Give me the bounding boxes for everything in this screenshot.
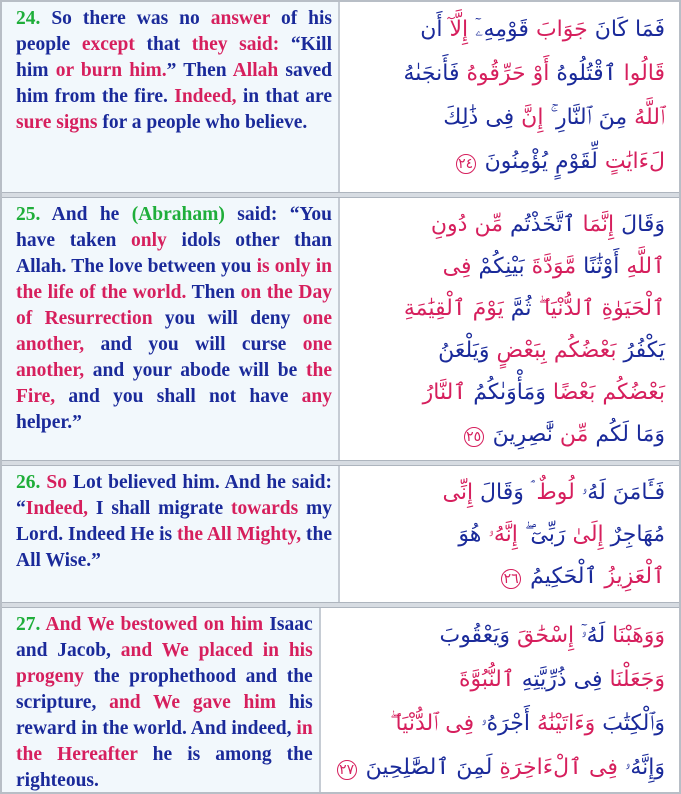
english-segment: for a people who believe. <box>97 112 308 133</box>
arabic-segment: قَالُوا <box>623 61 665 86</box>
arabic-segment: يَكْفُرُ <box>616 338 665 363</box>
english-segment: my Lord. Indeed He is <box>16 498 333 545</box>
english-translation-24 <box>2 2 340 192</box>
arabic-segment: أَجْرَهُۥ <box>474 711 537 736</box>
arabic-segment: وَءَاتَيْنَٰهُ <box>536 711 596 736</box>
english-segment: saved him from the fire. <box>16 60 332 107</box>
arabic-segment: قَوْمِهِۦٓ <box>468 17 536 42</box>
english-segment: the All Wise.” <box>16 524 333 571</box>
english-text <box>16 8 332 133</box>
arabic-line <box>354 204 665 246</box>
arabic-segment: فِى ٱلْءَاخِرَةِ <box>499 755 618 780</box>
arabic-segment: أَوْثَٰنًا <box>576 254 627 279</box>
english-segment: the prophethood <box>93 666 237 687</box>
arabic-segment: ٱتَّخَذْتُم <box>502 212 583 237</box>
arabic-segment: ٱللَّهُ <box>634 105 665 130</box>
verse-row-27 <box>2 608 679 792</box>
english-segment: Indeed, <box>174 86 237 107</box>
arabic-segment: إِنِّى <box>442 480 474 505</box>
arabic-line <box>354 330 665 372</box>
english-segment: they said: <box>191 34 280 55</box>
english-segment: the Fire, <box>16 360 332 407</box>
arabic-segment: وَقَالَ <box>614 212 665 237</box>
ayah-number-marker: ٢٥ <box>464 427 484 447</box>
english-segment: So <box>40 472 73 493</box>
english-segment: And We bestowed on him <box>40 614 270 635</box>
arabic-segment: وَمَا لَكُم <box>588 422 665 447</box>
arabic-segment: فِى ذُرِّيَّتِهِ <box>514 667 610 692</box>
english-segment: except <box>81 34 135 55</box>
english-text <box>16 204 332 433</box>
arabic-segment: أَوْ حَرِّقُوهُ <box>466 61 550 86</box>
english-segment: idols other than Allah. The love between you <box>16 230 332 277</box>
english-segment: said: “You have taken <box>16 204 332 251</box>
english-text <box>16 472 332 571</box>
arabic-segment: مِنَ ٱلنَّارِ ۚ <box>543 105 635 130</box>
english-segment: towards <box>231 498 299 519</box>
arabic-segment: ٱلْحَكِيمُ <box>523 564 605 589</box>
arabic-text-25 <box>340 198 679 460</box>
arabic-segment: ٱلنَّارُ <box>422 380 467 405</box>
arabic-line <box>354 372 665 414</box>
arabic-segment: رَبِّىٓ ۖ <box>517 522 573 547</box>
arabic-segment: وَمَأْوَىٰكُمُ <box>466 380 553 405</box>
english-segment: and We gave him <box>109 692 277 713</box>
arabic-segment: وَٱلْكِتَٰبَ <box>595 711 665 736</box>
english-segment: that <box>134 34 192 55</box>
arabic-line <box>354 514 665 556</box>
english-segment: and you shall not have <box>55 386 302 407</box>
arabic-line <box>354 140 665 184</box>
arabic-segment: مُهَاجِرٌ <box>603 522 665 547</box>
arabic-segment: ٱقْتُلُوهُ <box>549 61 624 86</box>
verse-number: 27. <box>16 614 41 635</box>
arabic-segment: ٱلْحَيَوٰةِ ٱلدُّنْيَا ۖ <box>538 296 665 321</box>
verse-row-24 <box>2 2 679 192</box>
arabic-segment: إِنَّمَا <box>582 212 615 237</box>
english-segment: helper.” <box>16 412 82 433</box>
arabic-segment: فِى ذَٰلِكَ <box>443 105 522 130</box>
arabic-segment: مِّن دُونِ <box>430 212 503 237</box>
verse-number: 25. <box>16 204 41 225</box>
arabic-line <box>335 658 665 702</box>
english-segment: and you will curse <box>84 334 303 355</box>
english-segment: of his people <box>16 8 332 55</box>
arabic-segment: وَيَعْقُوبَ <box>439 623 518 648</box>
english-translation-27 <box>2 608 321 792</box>
english-segment: I shall migrate <box>88 498 231 519</box>
arabic-segment: بَيْنِكُمْ <box>471 254 532 279</box>
english-segment: one another, <box>16 334 332 381</box>
arabic-line <box>335 614 665 658</box>
ayah-number-marker: ٢٧ <box>337 760 357 780</box>
english-segment: in the Hereafter <box>16 718 313 765</box>
english-translation-26 <box>2 466 340 602</box>
english-segment: Allah <box>232 60 279 81</box>
arabic-segment: ٱللَّهِ <box>626 254 665 279</box>
arabic-segment: مِّن <box>559 422 589 447</box>
arabic-segment: فِى <box>442 254 472 279</box>
arabic-segment: ٱلْعَزِيزُ <box>604 564 665 589</box>
verse-row-25 <box>2 198 679 460</box>
arabic-segment: مَّوَدَّةَ <box>531 254 577 279</box>
arabic-segment: إِنَّ <box>521 105 544 130</box>
english-segment: Then <box>186 282 241 303</box>
english-segment: And he <box>40 204 132 225</box>
arabic-segment: وَوَهَبْنَا <box>612 623 665 648</box>
arabic-segment: إِلَّآ <box>449 17 469 42</box>
ayah-number-marker: ٢٤ <box>456 154 476 174</box>
english-segment: and the scripture, <box>16 666 313 713</box>
arabic-segment: لَهُۥٓ <box>574 623 613 648</box>
english-segment: and your abode will be <box>84 360 306 381</box>
arabic-segment: أَن <box>420 17 450 42</box>
english-segment: or burn him. <box>55 60 167 81</box>
verse-number: 24. <box>16 8 41 29</box>
verse-row-26 <box>2 466 679 602</box>
arabic-line <box>354 246 665 288</box>
english-segment: any <box>301 386 332 407</box>
arabic-text-26 <box>340 466 679 602</box>
english-segment: his reward in the world. And indeed, <box>16 692 313 739</box>
arabic-line <box>354 96 665 140</box>
arabic-segment: نَّٰصِرِينَ <box>485 422 560 447</box>
arabic-segment: فَمَا كَانَ <box>587 17 665 42</box>
arabic-segment: فِى ٱلدُّنْيَا ۖ <box>389 711 475 736</box>
arabic-line <box>354 8 665 52</box>
arabic-line <box>335 746 665 790</box>
arabic-text-27 <box>321 608 679 792</box>
arabic-segment: ٱلنُّبُوَّةَ <box>458 667 515 692</box>
english-segment: he is among the righteous. <box>16 744 313 791</box>
arabic-line <box>335 702 665 746</box>
english-text <box>16 614 313 791</box>
arabic-segment: بَعْضُكُم بَعْضًا <box>552 380 665 405</box>
arabic-line <box>354 288 665 330</box>
verse-number: 26. <box>16 472 41 493</box>
arabic-line <box>354 52 665 96</box>
arabic-segment: لُوطٌ <box>536 480 575 505</box>
english-segment: one another, <box>16 308 332 355</box>
arabic-segment: لَءَايَٰتٍ <box>604 149 665 174</box>
arabic-segment: جَوَابَ <box>535 17 588 42</box>
english-segment: ” Then <box>166 60 233 81</box>
english-segment: Indeed, <box>25 498 89 519</box>
english-segment: Isaac and Jacob, <box>16 614 313 661</box>
english-segment: Lot believed him. And he said: “ <box>16 472 332 519</box>
arabic-line <box>354 472 665 514</box>
arabic-segment: بَعْضُكُم بِبَعْضٍ <box>496 338 617 363</box>
arabic-segment: ثُمَّ <box>503 296 539 321</box>
english-segment: (Abraham) <box>131 204 225 225</box>
arabic-segment: هُوَ <box>458 522 489 547</box>
english-segment: on the Day of Resurrection <box>16 282 333 329</box>
arabic-segment: فَـَٔامَنَ لَهُۥ <box>574 480 665 505</box>
arabic-segment: لِّقَوْمٍ يُؤْمِنُونَ <box>477 149 605 174</box>
english-translation-25 <box>2 198 340 460</box>
english-segment: only <box>131 230 167 251</box>
arabic-segment: وَإِنَّهُۥ <box>617 755 665 780</box>
arabic-text-24 <box>340 2 679 192</box>
english-segment: and We placed in his progeny <box>16 640 313 687</box>
english-segment: So there was no <box>40 8 211 29</box>
arabic-segment: وَجَعَلْنَا <box>609 667 665 692</box>
arabic-segment: إِلَىٰ <box>572 522 604 547</box>
arabic-segment: إِنَّهُۥ <box>488 522 518 547</box>
english-segment: the All Mighty, <box>177 524 302 545</box>
english-segment: sure signs <box>16 112 98 133</box>
english-segment: in that are <box>236 86 332 107</box>
english-segment: answer <box>210 8 270 29</box>
english-segment: is only in the life of the world. <box>16 256 332 303</box>
ayah-number-marker: ٢٦ <box>501 569 521 589</box>
arabic-segment: يَوْمَ ٱلْقِيَٰمَةِ <box>403 296 504 321</box>
arabic-segment: إِسْحَٰقَ <box>517 623 575 648</box>
arabic-segment: فَأَنجَىٰهُ <box>403 61 467 86</box>
arabic-segment: وَيَلْعَنُ <box>438 338 497 363</box>
english-segment: you will deny <box>152 308 303 329</box>
arabic-line <box>354 556 665 598</box>
arabic-line <box>354 414 665 456</box>
english-segment: “Kill him <box>16 34 333 81</box>
arabic-segment: لَمِنَ ٱلصَّٰلِحِينَ <box>358 755 500 780</box>
arabic-segment: ۘ وَقَالَ <box>473 480 537 505</box>
